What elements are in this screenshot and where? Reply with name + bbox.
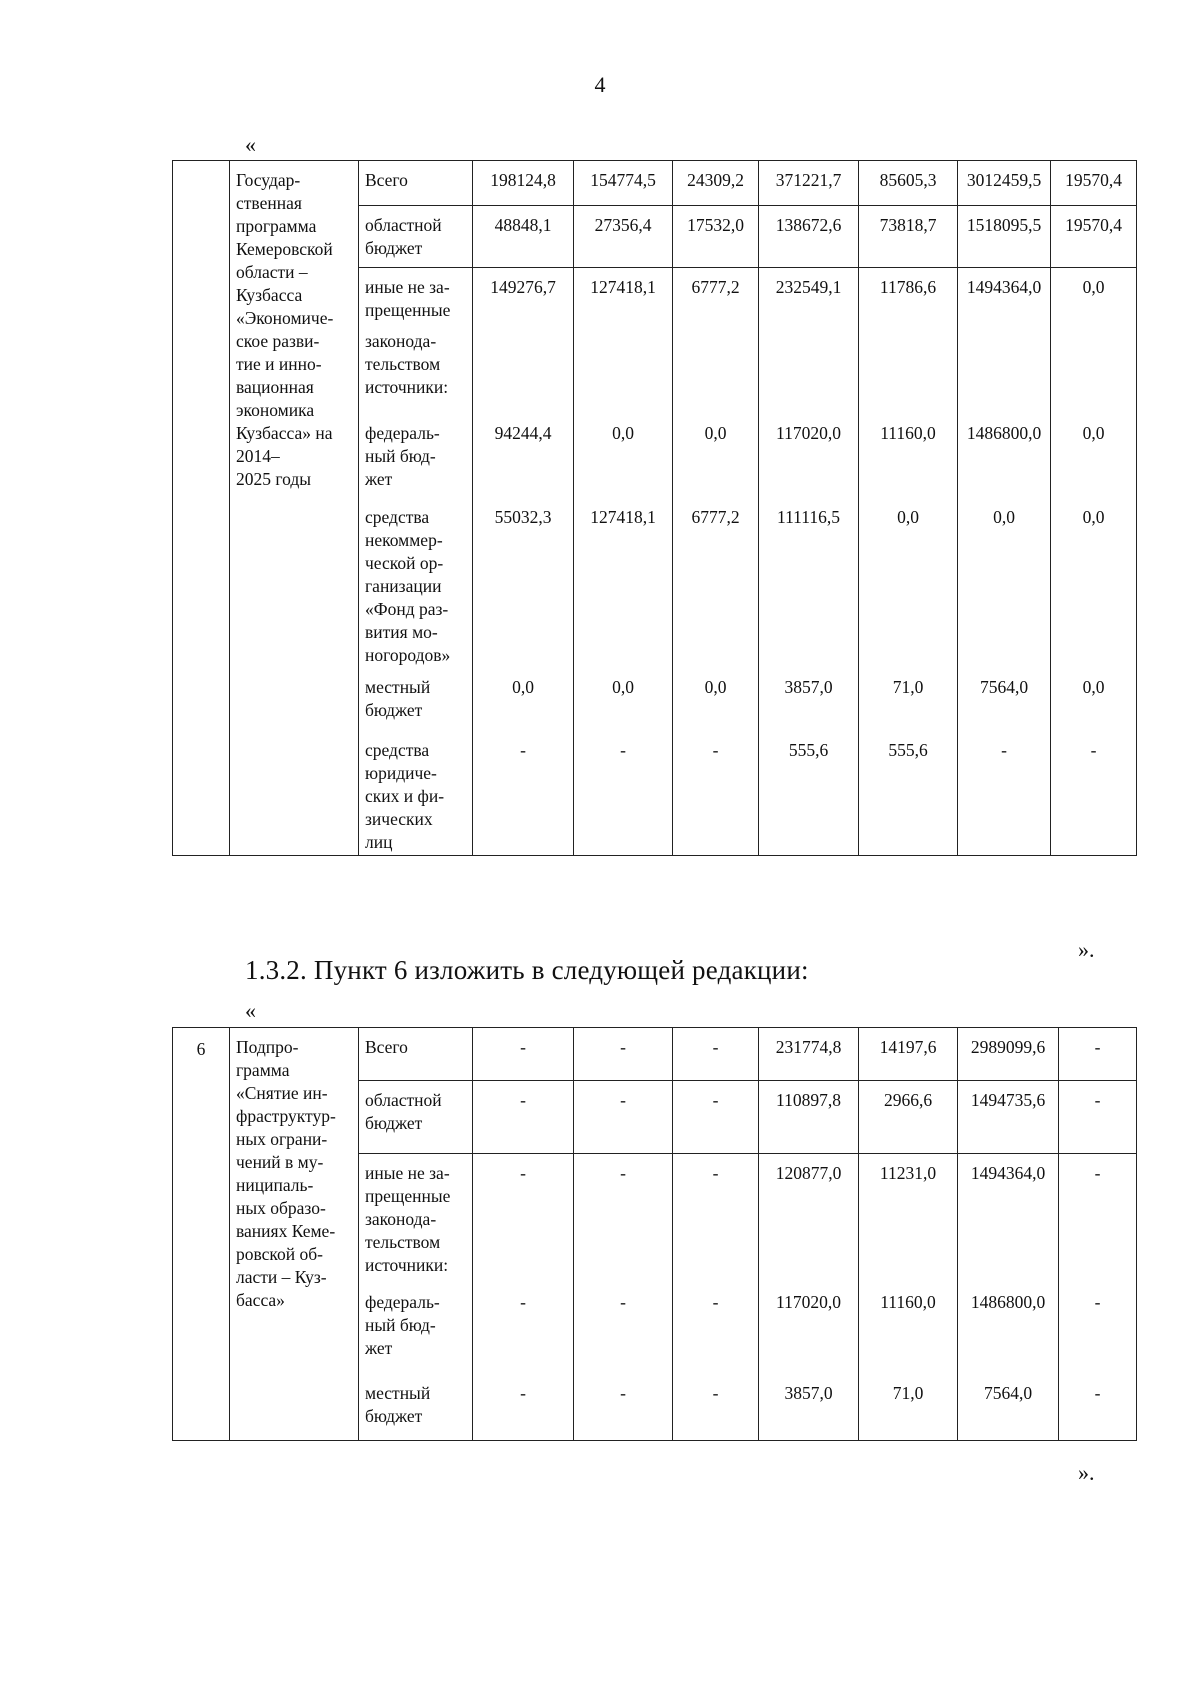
amount-cell: 1486800,0 bbox=[958, 414, 1051, 498]
amount-cell: 117020,0 bbox=[759, 1283, 859, 1374]
amount-cell: - bbox=[1059, 1028, 1137, 1081]
table-row bbox=[173, 161, 1137, 206]
amount-cell: 11160,0 bbox=[859, 1283, 958, 1374]
amount-cell: 14197,6 bbox=[859, 1028, 958, 1081]
amount-cell bbox=[574, 322, 673, 414]
funding-source-label: местный бюджет bbox=[359, 1374, 473, 1441]
amount-cell: 0,0 bbox=[574, 414, 673, 498]
amount-cell bbox=[673, 322, 759, 414]
amount-cell: 0,0 bbox=[673, 668, 759, 731]
funding-source-label: Всего bbox=[359, 1028, 473, 1081]
amount-cell: 138672,6 bbox=[759, 206, 859, 268]
funding-source-label: федераль- ный бюд- жет bbox=[359, 1283, 473, 1374]
amount-cell: 7564,0 bbox=[958, 668, 1051, 731]
amount-cell bbox=[759, 322, 859, 414]
amount-cell: 3857,0 bbox=[759, 1374, 859, 1441]
amount-cell: 111116,5 bbox=[759, 498, 859, 668]
table2-body bbox=[173, 1028, 1137, 1441]
amount-cell: - bbox=[673, 1374, 759, 1441]
program-name: Государ- ственная программа Кемеровской области – Кузбасса «Экономиче- ское разви- тие и инно- вационная экономика Кузбасса» на 2014– 2025 годы bbox=[230, 161, 359, 856]
amount-cell: - bbox=[473, 1028, 574, 1081]
table1-body bbox=[173, 161, 1137, 856]
amount-cell: 117020,0 bbox=[759, 414, 859, 498]
amount-cell: - bbox=[574, 1081, 673, 1154]
amount-cell bbox=[473, 322, 574, 414]
opening-quote-2: « bbox=[245, 998, 256, 1023]
amount-cell: 11231,0 bbox=[859, 1154, 958, 1283]
amount-cell: 55032,3 bbox=[473, 498, 574, 668]
amount-cell: - bbox=[473, 1154, 574, 1283]
funding-source-label: средства некоммер- ческой ор- ганизации «Фонд раз- вития мо- ногородов» bbox=[359, 498, 473, 668]
amount-cell bbox=[1051, 322, 1137, 414]
funding-table-subprogram bbox=[172, 1027, 1137, 1441]
amount-cell: 6777,2 bbox=[673, 268, 759, 323]
amount-cell: - bbox=[1059, 1374, 1137, 1441]
amount-cell: 110897,8 bbox=[759, 1081, 859, 1154]
amount-cell: 2966,6 bbox=[859, 1081, 958, 1154]
amount-cell: 19570,4 bbox=[1051, 206, 1137, 268]
amount-cell: - bbox=[574, 1374, 673, 1441]
closing-quote-1: ». bbox=[1078, 937, 1095, 962]
amount-cell: 1494364,0 bbox=[958, 1154, 1059, 1283]
amount-cell: 94244,4 bbox=[473, 414, 574, 498]
amount-cell: - bbox=[574, 731, 673, 855]
amount-cell: 11160,0 bbox=[859, 414, 958, 498]
amount-cell: 371221,7 bbox=[759, 161, 859, 206]
row-index: 6 bbox=[173, 1028, 230, 1441]
amount-cell: 149276,7 bbox=[473, 268, 574, 323]
amount-cell: - bbox=[1059, 1154, 1137, 1283]
funding-source-label: средства юридиче- ских и фи- зических лиц bbox=[359, 731, 473, 855]
amount-cell: - bbox=[673, 1283, 759, 1374]
funding-source-label: иные не за- прещенные законода- тельством источники: bbox=[359, 1154, 473, 1283]
amount-cell: - bbox=[958, 731, 1051, 855]
funding-source-label: областной бюджет bbox=[359, 1081, 473, 1154]
amount-cell: - bbox=[473, 1081, 574, 1154]
amount-cell: 73818,7 bbox=[859, 206, 958, 268]
amount-cell: 555,6 bbox=[859, 731, 958, 855]
amount-cell: 154774,5 bbox=[574, 161, 673, 206]
amount-cell: - bbox=[473, 1374, 574, 1441]
amount-cell: - bbox=[673, 1154, 759, 1283]
table-row bbox=[173, 1028, 1137, 1081]
amount-cell bbox=[958, 322, 1051, 414]
amount-cell: 0,0 bbox=[1051, 268, 1137, 323]
amount-cell: 6777,2 bbox=[673, 498, 759, 668]
amount-cell: 127418,1 bbox=[574, 498, 673, 668]
funding-source-label: Всего bbox=[359, 161, 473, 206]
amount-cell: 2989099,6 bbox=[958, 1028, 1059, 1081]
amount-cell: 232549,1 bbox=[759, 268, 859, 323]
amount-cell: 19570,4 bbox=[1051, 161, 1137, 206]
amount-cell: - bbox=[574, 1028, 673, 1081]
amount-cell: 1518095,5 bbox=[958, 206, 1051, 268]
amount-cell: 0,0 bbox=[1051, 414, 1137, 498]
opening-quote-1: « bbox=[245, 132, 256, 157]
amount-cell: - bbox=[673, 731, 759, 855]
amount-cell: - bbox=[673, 1081, 759, 1154]
amount-cell: 231774,8 bbox=[759, 1028, 859, 1081]
funding-source-label: местный бюджет bbox=[359, 668, 473, 731]
funding-source-label: федераль- ный бюд- жет bbox=[359, 414, 473, 498]
amount-cell: 11786,6 bbox=[859, 268, 958, 323]
amount-cell: - bbox=[473, 731, 574, 855]
amount-cell: - bbox=[673, 1028, 759, 1081]
amount-cell: 0,0 bbox=[574, 668, 673, 731]
amount-cell bbox=[859, 322, 958, 414]
amount-cell: 7564,0 bbox=[958, 1374, 1059, 1441]
amount-cell: 1494364,0 bbox=[958, 268, 1051, 323]
amount-cell: - bbox=[1051, 731, 1137, 855]
page-number: 4 bbox=[594, 72, 606, 97]
amount-cell: 1486800,0 bbox=[958, 1283, 1059, 1374]
program-name: Подпро- грамма «Снятие ин- фраструктур- ных ограни- чений в му- ниципаль- ных образо- ваниях Кеме- ровской об- ласти – Куз- басса» bbox=[230, 1028, 359, 1441]
amount-cell: 3857,0 bbox=[759, 668, 859, 731]
amount-cell: 0,0 bbox=[958, 498, 1051, 668]
amount-cell: 48848,1 bbox=[473, 206, 574, 268]
amount-cell: - bbox=[473, 1283, 574, 1374]
amount-cell: 120877,0 bbox=[759, 1154, 859, 1283]
funding-source-label: иные не за- прещенные bbox=[359, 268, 473, 323]
amount-cell: 0,0 bbox=[859, 498, 958, 668]
amount-cell: 71,0 bbox=[859, 1374, 958, 1441]
amount-cell: 85605,3 bbox=[859, 161, 958, 206]
amount-cell: 0,0 bbox=[1051, 498, 1137, 668]
closing-quote-2: ». bbox=[1078, 1460, 1095, 1485]
amount-cell: 71,0 bbox=[859, 668, 958, 731]
section-heading: 1.3.2. Пункт 6 изложить в следующей редакции: bbox=[245, 955, 809, 985]
amount-cell: 198124,8 bbox=[473, 161, 574, 206]
row-index bbox=[173, 161, 230, 856]
amount-cell: - bbox=[574, 1154, 673, 1283]
amount-cell: - bbox=[1059, 1283, 1137, 1374]
funding-source-label: областной бюджет bbox=[359, 206, 473, 268]
amount-cell: 555,6 bbox=[759, 731, 859, 855]
amount-cell: - bbox=[574, 1283, 673, 1374]
amount-cell: 27356,4 bbox=[574, 206, 673, 268]
amount-cell: 1494735,6 bbox=[958, 1081, 1059, 1154]
amount-cell: 0,0 bbox=[1051, 668, 1137, 731]
amount-cell: 3012459,5 bbox=[958, 161, 1051, 206]
funding-table-program bbox=[172, 160, 1137, 856]
amount-cell: 24309,2 bbox=[673, 161, 759, 206]
amount-cell: - bbox=[1059, 1081, 1137, 1154]
amount-cell: 0,0 bbox=[673, 414, 759, 498]
amount-cell: 127418,1 bbox=[574, 268, 673, 323]
amount-cell: 0,0 bbox=[473, 668, 574, 731]
funding-source-label: законода- тельством источники: bbox=[359, 322, 473, 414]
amount-cell: 17532,0 bbox=[673, 206, 759, 268]
